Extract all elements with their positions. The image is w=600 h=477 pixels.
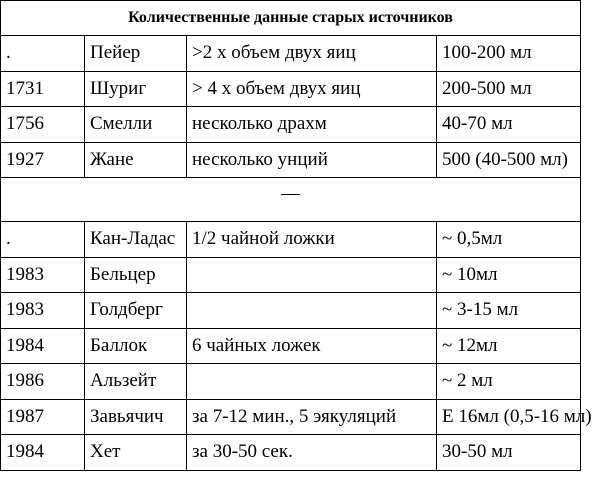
- table-row: [1, 364, 581, 400]
- table-row: [1, 71, 581, 107]
- volume-cell: 200-500 мл: [437, 71, 581, 107]
- table-row: [1, 293, 581, 329]
- table-row: [1, 257, 581, 293]
- author-cell: Альзейт: [85, 364, 187, 400]
- year-cell: 1983: [1, 257, 85, 293]
- table-row: [1, 107, 581, 143]
- author-cell: Завьячич: [85, 399, 187, 435]
- year-cell: 1731: [1, 71, 85, 107]
- table-row: [1, 36, 581, 72]
- author-cell: Голдберг: [85, 293, 187, 329]
- description-cell: [187, 364, 437, 400]
- year-cell: 1987: [1, 399, 85, 435]
- description-cell: [187, 257, 437, 293]
- description-cell: > 4 х объем двух яиц: [187, 71, 437, 107]
- year-cell: 1927: [1, 142, 85, 178]
- author-cell: Пейер: [85, 36, 187, 72]
- volume-cell: 30-50 мл: [437, 435, 581, 471]
- author-cell: Смелли: [85, 107, 187, 143]
- description-cell: >2 х объем двух яиц: [187, 36, 437, 72]
- year-cell: 1756: [1, 107, 85, 143]
- description-cell: за 7-12 мин., 5 эякуляций: [187, 399, 437, 435]
- table-title: Количественные данные старых источников: [1, 1, 581, 36]
- volume-cell: 500 (40-500 мл): [437, 142, 581, 178]
- volume-cell: 100-200 мл: [437, 36, 581, 72]
- volume-cell: ~ 12мл: [437, 328, 581, 364]
- table-row: [1, 328, 581, 364]
- volume-cell: 40-70 мл: [437, 107, 581, 143]
- description-cell: [187, 293, 437, 329]
- volume-cell: ~ 3-15 мл: [437, 293, 581, 329]
- table-row: [1, 399, 581, 435]
- year-cell: 1984: [1, 435, 85, 471]
- separator-cell: [1, 178, 581, 222]
- description-cell: несколько унций: [187, 142, 437, 178]
- year-cell: 1984: [1, 328, 85, 364]
- table-row: [1, 435, 581, 471]
- year-cell: 1983: [1, 293, 85, 329]
- separator-dash: —: [281, 182, 301, 204]
- volume-cell: Е 16мл (0,5-16 мл): [437, 399, 581, 435]
- table-row: [1, 222, 581, 258]
- description-cell: 6 чайных ложек: [187, 328, 437, 364]
- volume-cell: ~ 2 мл: [437, 364, 581, 400]
- description-cell: 1/2 чайной ложки: [187, 222, 437, 258]
- separator-row: [1, 178, 581, 222]
- volume-cell: ~ 10мл: [437, 257, 581, 293]
- year-cell: .: [1, 36, 85, 72]
- author-cell: Кан-Ладас: [85, 222, 187, 258]
- volume-cell: ~ 0,5мл: [437, 222, 581, 258]
- year-cell: 1986: [1, 364, 85, 400]
- author-cell: Жане: [85, 142, 187, 178]
- title-row: [1, 1, 581, 36]
- table-row: [1, 142, 581, 178]
- author-cell: Шуриг: [85, 71, 187, 107]
- description-cell: несколько драхм: [187, 107, 437, 143]
- description-cell: за 30-50 сек.: [187, 435, 437, 471]
- author-cell: Хет: [85, 435, 187, 471]
- author-cell: Бельцер: [85, 257, 187, 293]
- year-cell: .: [1, 222, 85, 258]
- author-cell: Баллок: [85, 328, 187, 364]
